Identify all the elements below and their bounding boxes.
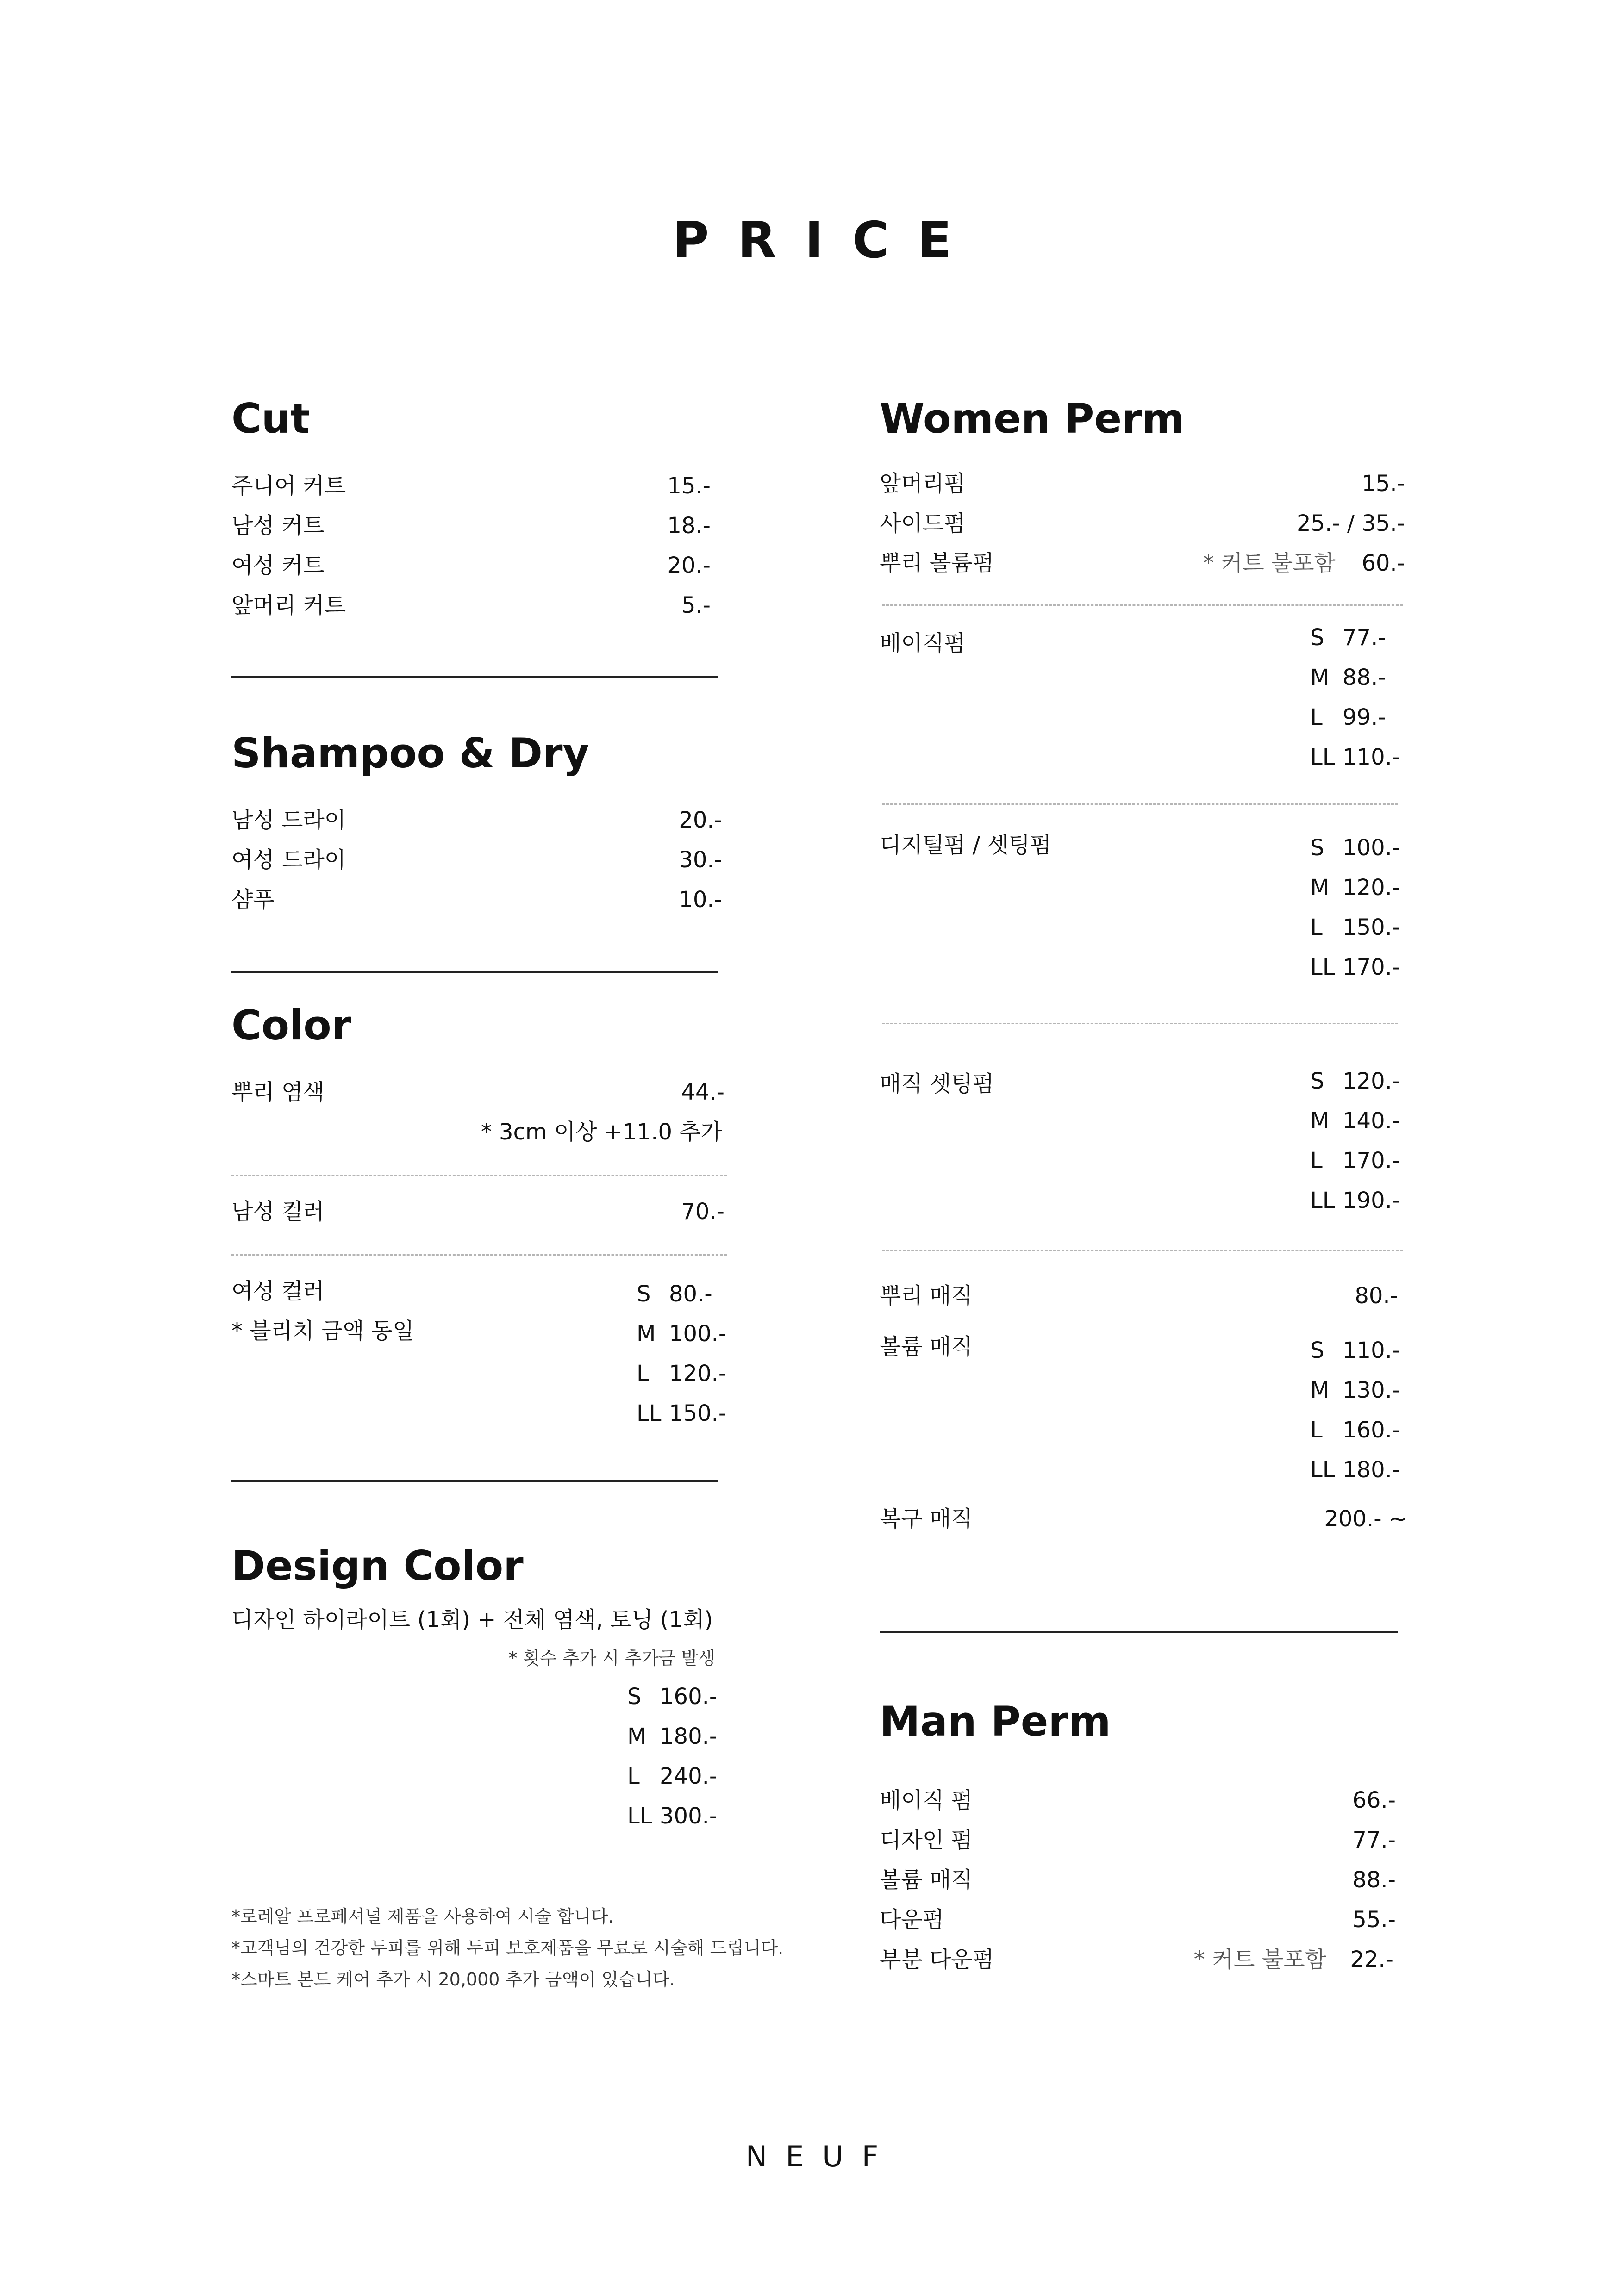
size-label: LL bbox=[1310, 1457, 1335, 1483]
cut-item-name: 주니어 커트 bbox=[231, 473, 346, 499]
man-perm-item-price: 55.- bbox=[1352, 1907, 1396, 1933]
women-perm-item-name: 사이드펌 bbox=[880, 510, 966, 536]
man-perm-item-price: 88.- bbox=[1352, 1867, 1396, 1893]
shampoo-item-name: 샴푸 bbox=[231, 887, 275, 913]
women-perm-root-magic-name: 뿌리 매직 bbox=[880, 1283, 973, 1309]
man-perm-item-name: 디자인 펌 bbox=[880, 1827, 973, 1853]
size-price-row bbox=[1310, 1337, 1400, 1364]
women-perm-item-name: 뿌리 볼륨펌 bbox=[880, 550, 994, 576]
women-perm-basic-name: 베이직펌 bbox=[880, 630, 966, 656]
size-price-row bbox=[637, 1400, 726, 1427]
section-divider bbox=[880, 1631, 1398, 1633]
size-label: M bbox=[637, 1321, 656, 1347]
women-perm-item-name: 앞머리펌 bbox=[880, 471, 966, 497]
color-root-name: 뿌리 염색 bbox=[231, 1079, 325, 1105]
size-label: LL bbox=[637, 1400, 662, 1426]
cut-item-price: 18.- bbox=[667, 513, 711, 539]
size-label: S bbox=[1310, 835, 1324, 861]
page-title: PRICE bbox=[672, 212, 981, 269]
size-price: 180.- bbox=[1343, 1457, 1400, 1483]
cut-heading: Cut bbox=[231, 395, 310, 442]
size-price: 240.- bbox=[660, 1763, 718, 1789]
size-label: L bbox=[1310, 704, 1323, 730]
color-heading: Color bbox=[231, 1002, 352, 1049]
size-price: 120.- bbox=[669, 1361, 727, 1387]
size-price-row bbox=[1310, 664, 1386, 691]
cut-item-name: 여성 커트 bbox=[231, 553, 325, 579]
size-price-row bbox=[1310, 743, 1400, 771]
color-women-note: * 블리치 금액 동일 bbox=[231, 1318, 414, 1344]
size-price-row bbox=[1310, 1187, 1400, 1214]
women-perm-magic-setting-name: 매직 셋팅펌 bbox=[880, 1071, 994, 1097]
section-divider bbox=[231, 971, 718, 973]
man-perm-item-name: 베이직 펌 bbox=[880, 1787, 973, 1813]
size-price-row bbox=[1310, 1376, 1400, 1404]
size-price-row bbox=[637, 1280, 712, 1308]
size-price: 110.- bbox=[1343, 744, 1400, 770]
size-price: 77.- bbox=[1343, 625, 1386, 651]
women-perm-item-note: * 커트 불포함 bbox=[1203, 550, 1336, 576]
size-price: 170.- bbox=[1343, 1148, 1400, 1174]
size-price: 130.- bbox=[1343, 1377, 1400, 1403]
design-color-desc: 디자인 하이라이트 (1회) + 전체 염색, 토닝 (1회) bbox=[231, 1607, 713, 1633]
dashed-divider bbox=[882, 604, 1403, 606]
design-color-note: * 횟수 추가 시 추가금 발생 bbox=[508, 1648, 715, 1668]
size-price: 160.- bbox=[1343, 1417, 1400, 1443]
women-perm-item-price: 25.- / 35.- bbox=[1297, 510, 1405, 536]
size-price: 100.- bbox=[669, 1321, 727, 1347]
man-perm-item-name: 다운펌 bbox=[880, 1907, 944, 1933]
size-label: S bbox=[1310, 1338, 1324, 1363]
size-label: L bbox=[1310, 1417, 1323, 1443]
shampoo-item-name: 여성 드라이 bbox=[231, 847, 346, 873]
size-price: 150.- bbox=[669, 1400, 727, 1426]
man-perm-item-price: 66.- bbox=[1352, 1787, 1396, 1813]
size-label: M bbox=[1310, 665, 1330, 691]
man-perm-item-note: * 커트 불포함 bbox=[1193, 1947, 1326, 1972]
cut-item-name: 남성 커트 bbox=[231, 513, 325, 539]
color-root-price: 44.- bbox=[681, 1079, 725, 1105]
man-perm-item-price: 22.- bbox=[1350, 1947, 1393, 1972]
man-perm-item-price: 77.- bbox=[1352, 1827, 1396, 1853]
brand-footer: NEUF bbox=[745, 2140, 897, 2173]
size-label: LL bbox=[1310, 744, 1335, 770]
section-divider bbox=[231, 676, 718, 678]
size-label: M bbox=[627, 1724, 647, 1749]
size-price-row bbox=[1310, 1147, 1400, 1175]
cut-item-price: 5.- bbox=[681, 592, 711, 618]
size-label: M bbox=[1310, 1377, 1330, 1403]
color-root-note: * 3cm 이상 +11.0 추가 bbox=[481, 1119, 722, 1145]
women-perm-root-magic-price: 80.- bbox=[1355, 1283, 1398, 1309]
size-label: S bbox=[1310, 625, 1324, 651]
dashed-divider bbox=[882, 803, 1398, 805]
size-price-row bbox=[1310, 1067, 1400, 1095]
size-label: M bbox=[1310, 875, 1330, 901]
size-label: LL bbox=[627, 1803, 652, 1829]
size-label: S bbox=[627, 1684, 642, 1710]
shampoo-item-price: 20.- bbox=[679, 807, 722, 833]
size-label: L bbox=[637, 1361, 649, 1387]
dashed-divider bbox=[882, 1023, 1398, 1024]
size-price: 170.- bbox=[1343, 954, 1400, 980]
cut-item-name: 앞머리 커트 bbox=[231, 592, 346, 618]
color-women-name: 여성 컬러 bbox=[231, 1278, 325, 1304]
shampoo-item-price: 30.- bbox=[679, 847, 722, 873]
size-label: L bbox=[627, 1763, 640, 1789]
shampoo-item-price: 10.- bbox=[679, 887, 722, 913]
cut-item-price: 15.- bbox=[667, 473, 711, 499]
shampoo-heading: Shampoo & Dry bbox=[231, 729, 589, 777]
color-men-price: 70.- bbox=[681, 1199, 725, 1225]
size-price-row bbox=[1310, 953, 1400, 981]
footnote: *로레알 프로페셔널 제품을 사용하여 시술 합니다. bbox=[231, 1906, 614, 1927]
size-price-row bbox=[1310, 703, 1386, 731]
size-price-row bbox=[1310, 624, 1386, 652]
size-price-row bbox=[627, 1762, 717, 1790]
size-label: L bbox=[1310, 915, 1323, 940]
dashed-divider bbox=[231, 1254, 727, 1256]
dashed-divider bbox=[231, 1175, 727, 1176]
size-price: 150.- bbox=[1343, 915, 1400, 940]
design-color-heading: Design Color bbox=[231, 1542, 524, 1590]
size-price-row bbox=[1310, 1107, 1400, 1135]
footnote: *고객님의 건강한 두피를 위해 두피 보호제품을 무료로 시술해 드립니다. bbox=[231, 1938, 784, 1958]
size-price: 120.- bbox=[1343, 1068, 1400, 1094]
size-price-row bbox=[627, 1802, 717, 1830]
size-price: 99.- bbox=[1343, 704, 1386, 730]
size-label: M bbox=[1310, 1108, 1330, 1134]
women-perm-restore-magic-name: 복구 매직 bbox=[880, 1506, 973, 1532]
women-perm-heading: Women Perm bbox=[880, 395, 1185, 442]
size-price: 140.- bbox=[1343, 1108, 1400, 1134]
section-divider bbox=[231, 1480, 718, 1482]
man-perm-item-name: 부분 다운펌 bbox=[880, 1947, 994, 1972]
size-label: S bbox=[1310, 1068, 1324, 1094]
women-perm-item-price: 60.- bbox=[1362, 550, 1405, 576]
size-price: 120.- bbox=[1343, 875, 1400, 901]
size-price-row bbox=[627, 1723, 717, 1750]
size-price-row bbox=[1310, 914, 1400, 941]
shampoo-item-name: 남성 드라이 bbox=[231, 807, 346, 833]
size-price: 80.- bbox=[669, 1281, 712, 1307]
women-perm-item-price: 15.- bbox=[1362, 471, 1405, 497]
color-men-name: 남성 컬러 bbox=[231, 1199, 325, 1225]
man-perm-item-name: 볼륨 매직 bbox=[880, 1867, 973, 1893]
size-price-row bbox=[1310, 1416, 1400, 1444]
man-perm-heading: Man Perm bbox=[880, 1698, 1111, 1745]
size-price: 88.- bbox=[1343, 665, 1386, 691]
women-perm-volume-magic-name: 볼륨 매직 bbox=[880, 1334, 973, 1360]
size-price-row bbox=[637, 1360, 726, 1388]
dashed-divider bbox=[882, 1250, 1403, 1251]
size-price-row bbox=[1310, 874, 1400, 902]
size-price: 160.- bbox=[660, 1684, 718, 1710]
size-label: L bbox=[1310, 1148, 1323, 1174]
women-perm-restore-magic-price: 200.- ~ bbox=[1324, 1506, 1407, 1532]
size-price: 180.- bbox=[660, 1724, 718, 1749]
women-perm-digital-name: 디지털펌 / 셋팅펌 bbox=[880, 832, 1052, 858]
size-label: S bbox=[637, 1281, 651, 1307]
size-price: 190.- bbox=[1343, 1188, 1400, 1213]
size-price-row bbox=[1310, 1456, 1400, 1484]
size-label: LL bbox=[1310, 954, 1335, 980]
size-price: 110.- bbox=[1343, 1338, 1400, 1363]
size-label: LL bbox=[1310, 1188, 1335, 1213]
size-price-row bbox=[627, 1683, 717, 1711]
size-price-row bbox=[637, 1320, 726, 1348]
cut-item-price: 20.- bbox=[667, 553, 711, 579]
size-price: 100.- bbox=[1343, 835, 1400, 861]
footnote: *스마트 본드 케어 추가 시 20,000 추가 금액이 있습니다. bbox=[231, 1969, 675, 1990]
size-price-row bbox=[1310, 834, 1400, 862]
size-price: 300.- bbox=[660, 1803, 718, 1829]
